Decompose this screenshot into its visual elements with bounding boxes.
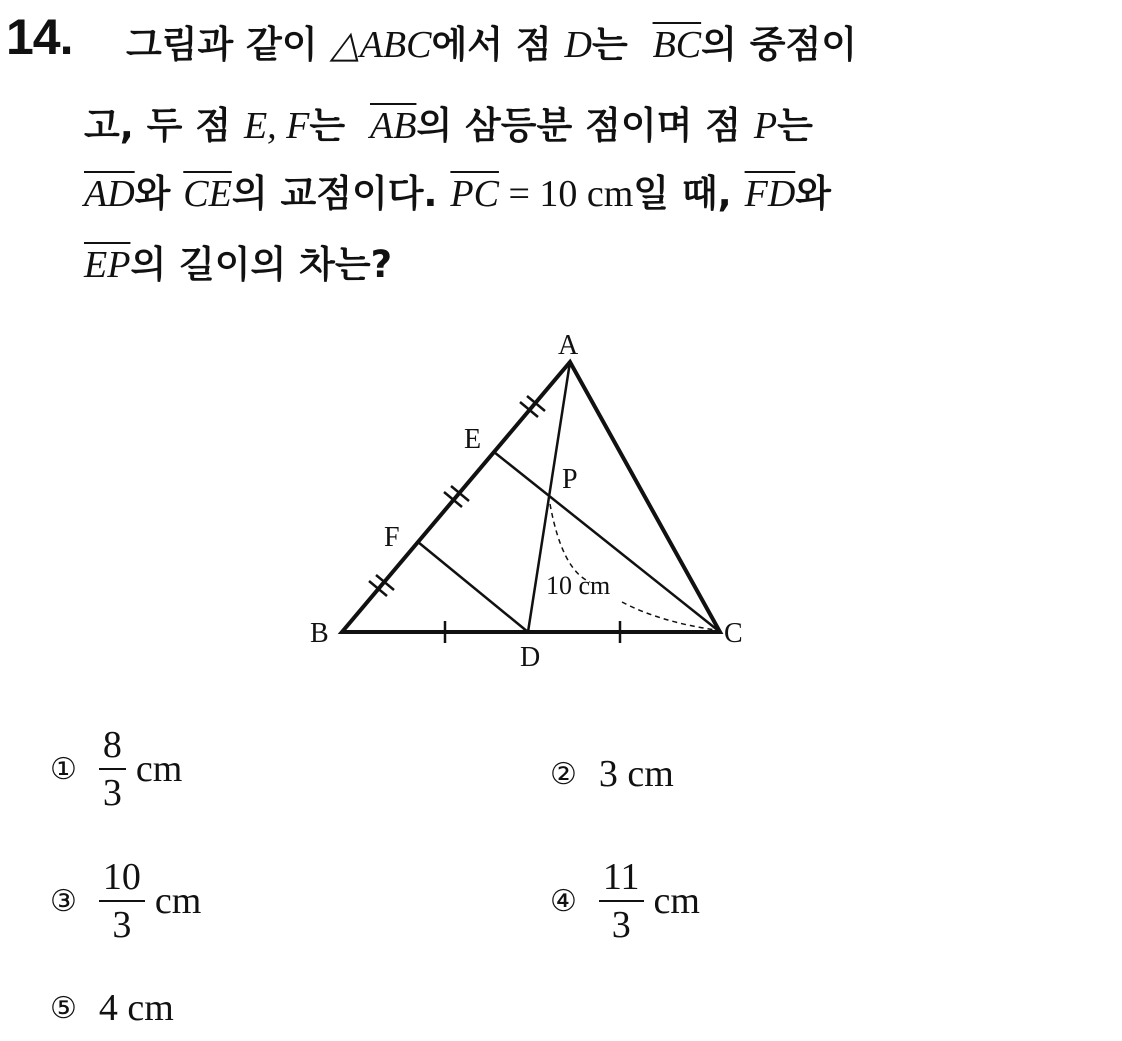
choice-2[interactable]	[550, 752, 674, 796]
choice-mark: ⑤	[50, 990, 77, 1026]
text: 의 교점이다.	[231, 172, 451, 215]
choice-mark: ①	[50, 751, 77, 787]
choice-4[interactable]	[550, 858, 700, 944]
text: 고, 두 점	[84, 104, 244, 147]
text: 의 길이의 차는?	[130, 243, 393, 286]
question-line-1	[126, 23, 857, 66]
label-d: D	[520, 642, 541, 673]
choice-value: 3 cm	[598, 753, 674, 795]
segment-ce-line	[494, 452, 720, 632]
points-e-f: E, F	[243, 105, 310, 147]
point-p: P	[753, 105, 778, 147]
question-number: 14.	[6, 9, 73, 65]
text: 에서 점	[431, 23, 565, 66]
text: 는	[591, 23, 641, 66]
segment-bc: $\overline{BC}$	[652, 24, 702, 66]
denominator: 3	[112, 904, 132, 946]
choice-mark: ②	[550, 756, 577, 792]
numerator: 11	[602, 856, 640, 898]
label-c: C	[724, 618, 743, 649]
text: 그림과 같이	[126, 23, 331, 66]
text: 는	[309, 104, 358, 147]
segment-fd: $\overline{FD}$	[744, 173, 796, 215]
fraction	[599, 858, 644, 944]
segment-ep: $\overline{EP}$	[84, 244, 131, 286]
segment-ce: $\overline{CE}$	[183, 173, 232, 215]
unit: cm	[135, 748, 183, 790]
triangle-abc-shape	[342, 362, 720, 632]
text: 와	[134, 172, 184, 215]
question-line-2	[84, 104, 813, 147]
label-p: P	[562, 464, 578, 495]
fraction	[99, 858, 145, 944]
segment-ab: $\overline{AB}$	[370, 105, 417, 147]
fraction	[99, 726, 126, 812]
segment-fd-line	[418, 542, 528, 632]
numerator: 8	[102, 724, 122, 766]
choice-3[interactable]	[50, 858, 201, 944]
choice-mark: ④	[550, 883, 577, 919]
question-line-3	[84, 172, 832, 215]
denominator: 3	[611, 904, 631, 946]
label-measure: 10 cm	[546, 571, 611, 600]
segment-pc: $\overline{PC}$	[450, 173, 499, 215]
text: 의 삼등분 점이며 점	[416, 104, 754, 147]
text: 와	[795, 172, 832, 215]
label-e: E	[464, 424, 482, 455]
label-b: B	[310, 618, 329, 649]
choice-5[interactable]	[50, 986, 174, 1030]
point-d: D	[564, 24, 592, 66]
choice-1[interactable]	[50, 726, 182, 812]
triangle-abc: △ABC	[330, 24, 432, 66]
pc-value: = 10 cm	[498, 173, 634, 215]
label-a: A	[558, 330, 579, 361]
denominator: 3	[102, 772, 122, 814]
question-line-4	[84, 243, 393, 286]
segment-ad: $\overline{AD}$	[84, 173, 135, 215]
text: 는	[777, 104, 813, 147]
choice-mark: ③	[50, 883, 77, 919]
text: 의 중점이	[701, 23, 857, 66]
unit: cm	[653, 880, 700, 922]
label-f: F	[384, 522, 400, 553]
text: 일 때,	[633, 172, 745, 215]
choice-value: 4 cm	[98, 987, 174, 1029]
triangle-figure	[300, 320, 780, 680]
unit: cm	[154, 880, 202, 922]
numerator: 10	[102, 856, 141, 898]
